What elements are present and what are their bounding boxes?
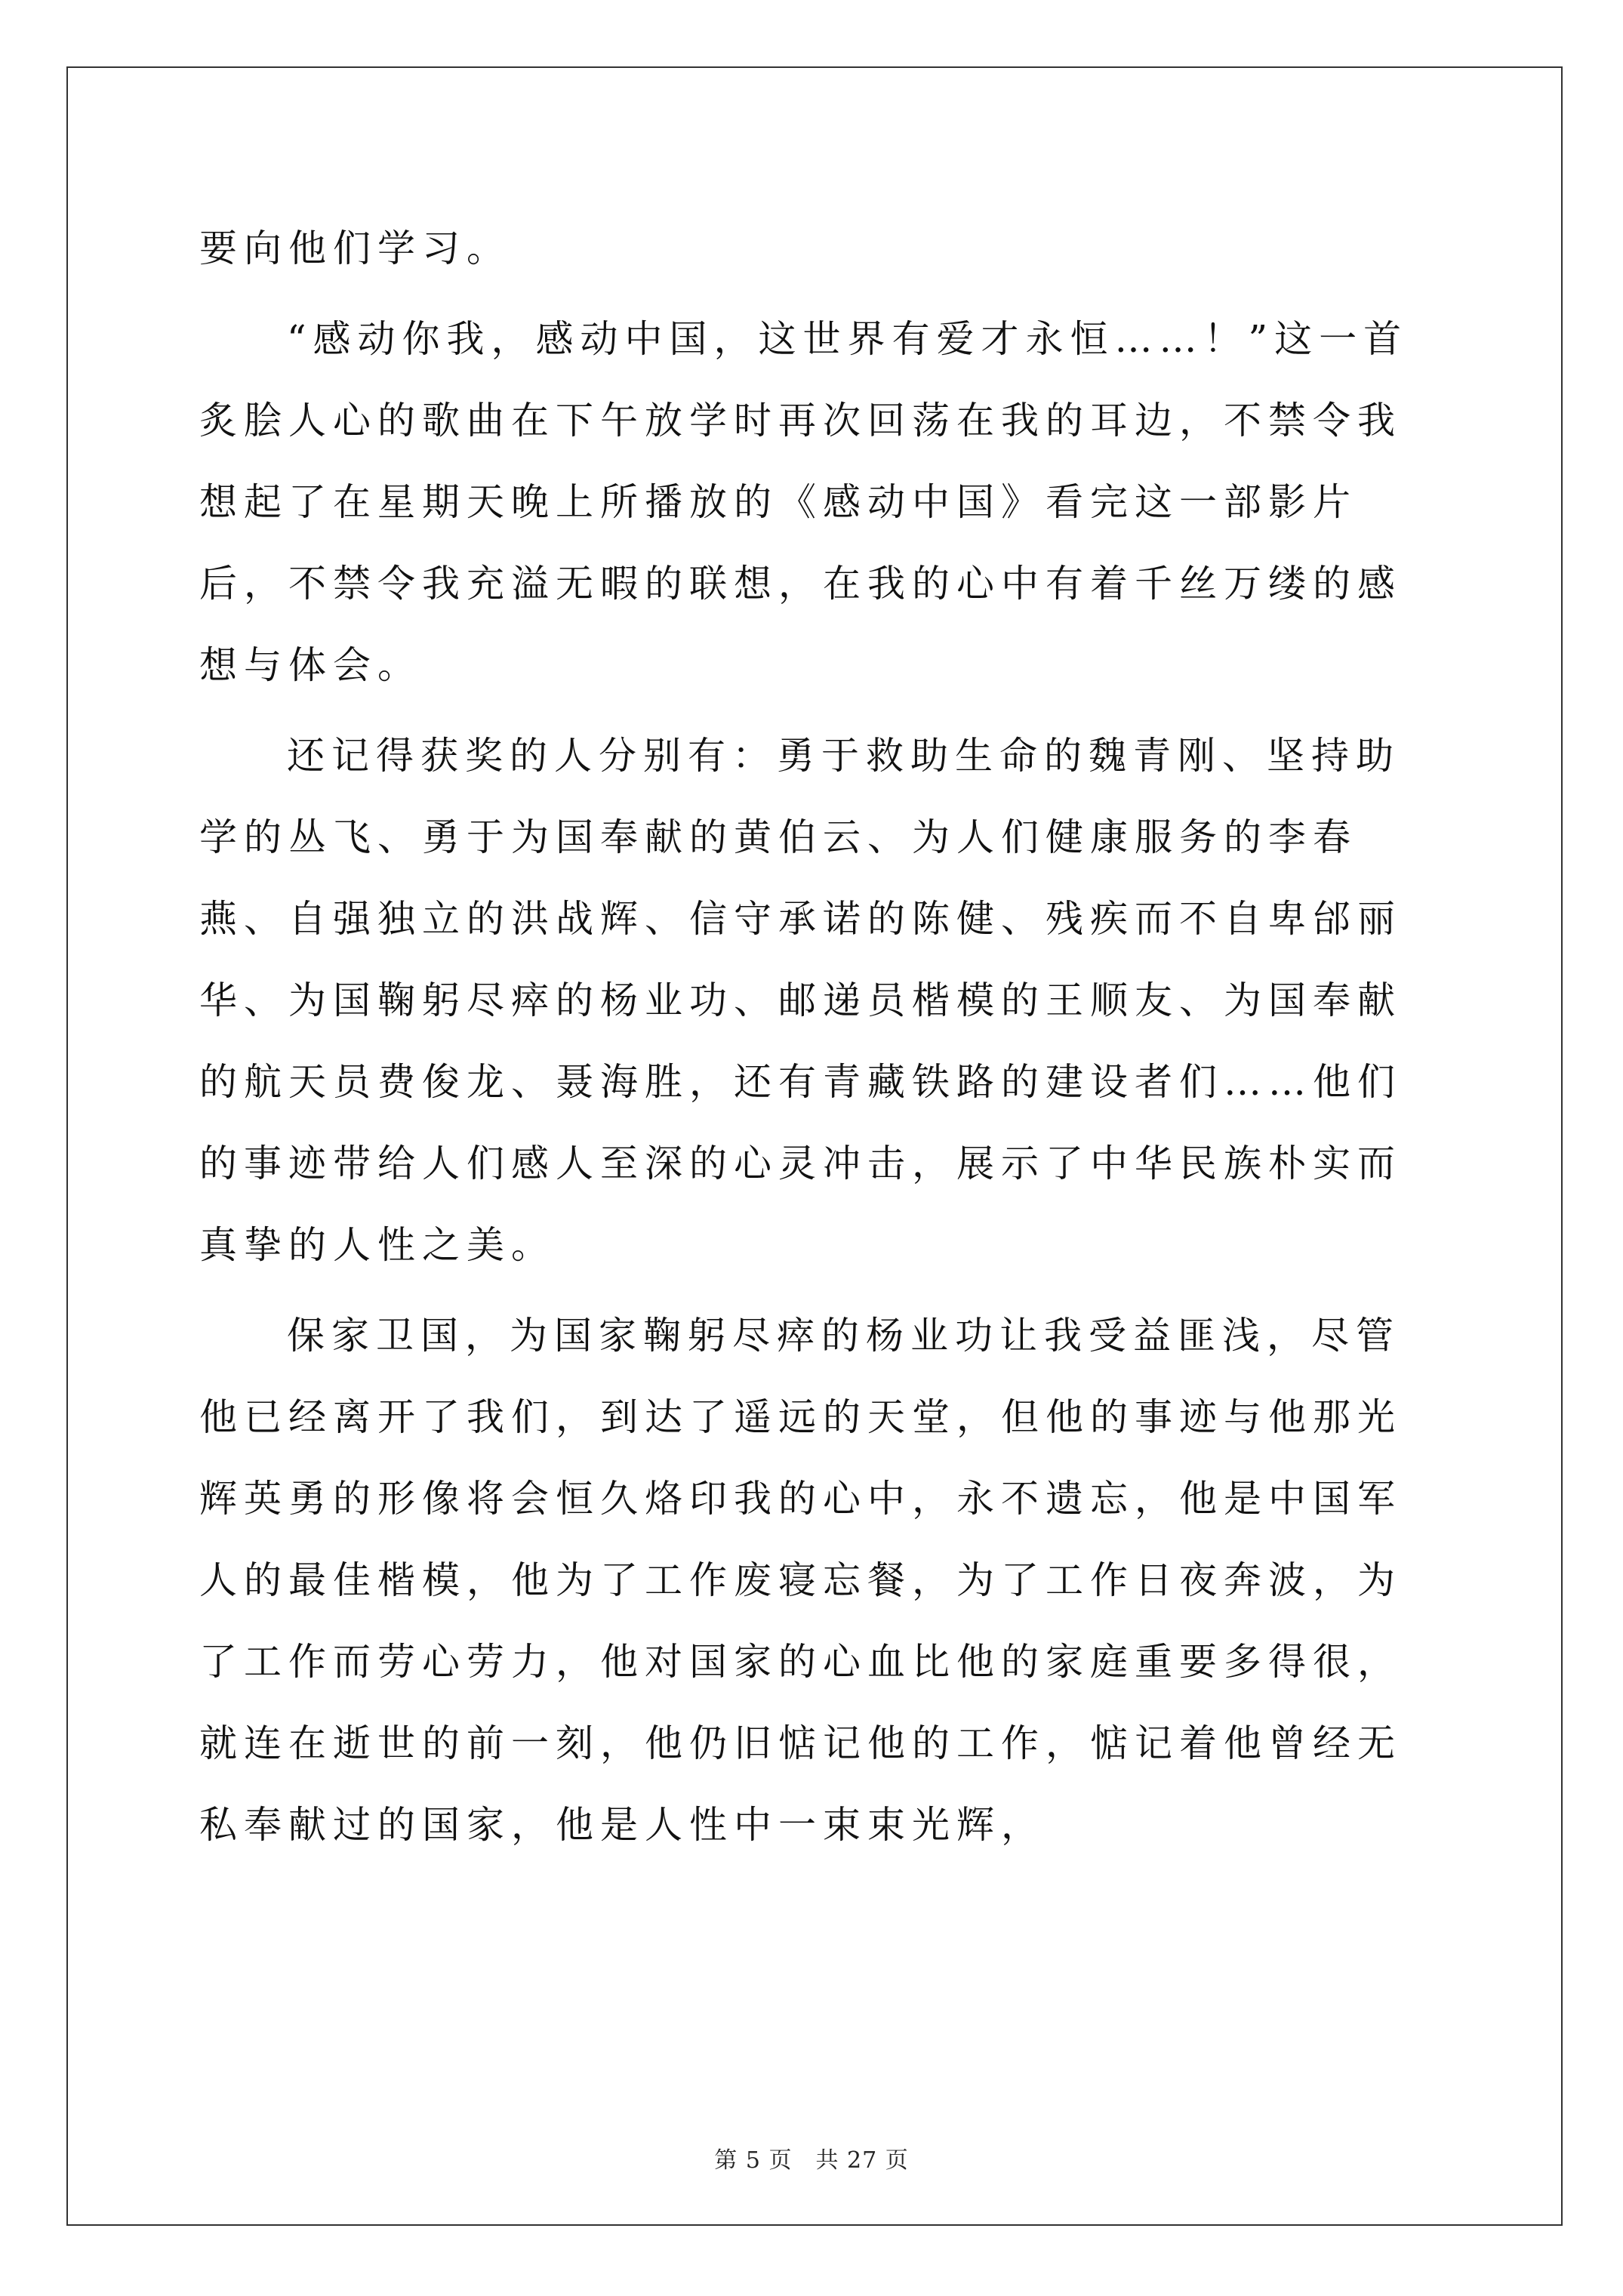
paragraph-continuation: 要向他们学习。 bbox=[199, 227, 511, 270]
paragraph-gap bbox=[199, 289, 1437, 298]
paragraph-gap bbox=[199, 1286, 1437, 1295]
paragraph-yang-yegong: 保家卫国，为国家鞠躬尽瘁的杨业功让我受益匪浅，尽管他已经离开了我们，到达了遥远的天堂，但他的事迹与他那光辉英勇的形像将会恒久烙印我的心中，永不遗忘，他是中国军人的最佳楷模，他为了工作废寝忘餐，为了工作日夜奔波，为了工作而劳心劳力，他对国家的心血比他的家庭重要多得很，就连在逝世的前一刻，他仍旧惦记他的工作，惦记着他曾经无私奉献过的国家，他是人性中一束束光辉， bbox=[199, 1314, 1402, 1847]
paragraph-winners: 还记得获奖的人分别有：勇于救助生命的魏青刚、坚持助学的丛飞、勇于为国奉献的黄伯云、为人们健康服务的李春燕、自强独立的洪战辉、信守承诺的陈健、残疾而不自卑邰丽华、为国鞠躬尽瘁的杨业功、邮递员楷模的王顺友、为国奉献的航天员费俊龙、聂海胜，还有青藏铁路的建设者们……他们的事迹带给人们感人至深的心灵冲击，展示了中华民族朴实而真挚的人性之美。 bbox=[199, 734, 1402, 1267]
paragraph-gap bbox=[199, 706, 1437, 715]
paragraph-song: “感动你我，感动中国，这世界有爱才永恒……！”这一首炙脍人心的歌曲在下午放学时再次回荡在我的耳边，不禁令我想起了在星期天晚上所播放的《感动中国》看完这一部影片后，不禁令我充溢无暇的联想，在我的心中有着千丝万缕的感想与体会。 bbox=[199, 317, 1409, 687]
document-body bbox=[199, 208, 1437, 1866]
page-number-footer: 第 5 页 共 27 页 bbox=[714, 2147, 909, 2174]
